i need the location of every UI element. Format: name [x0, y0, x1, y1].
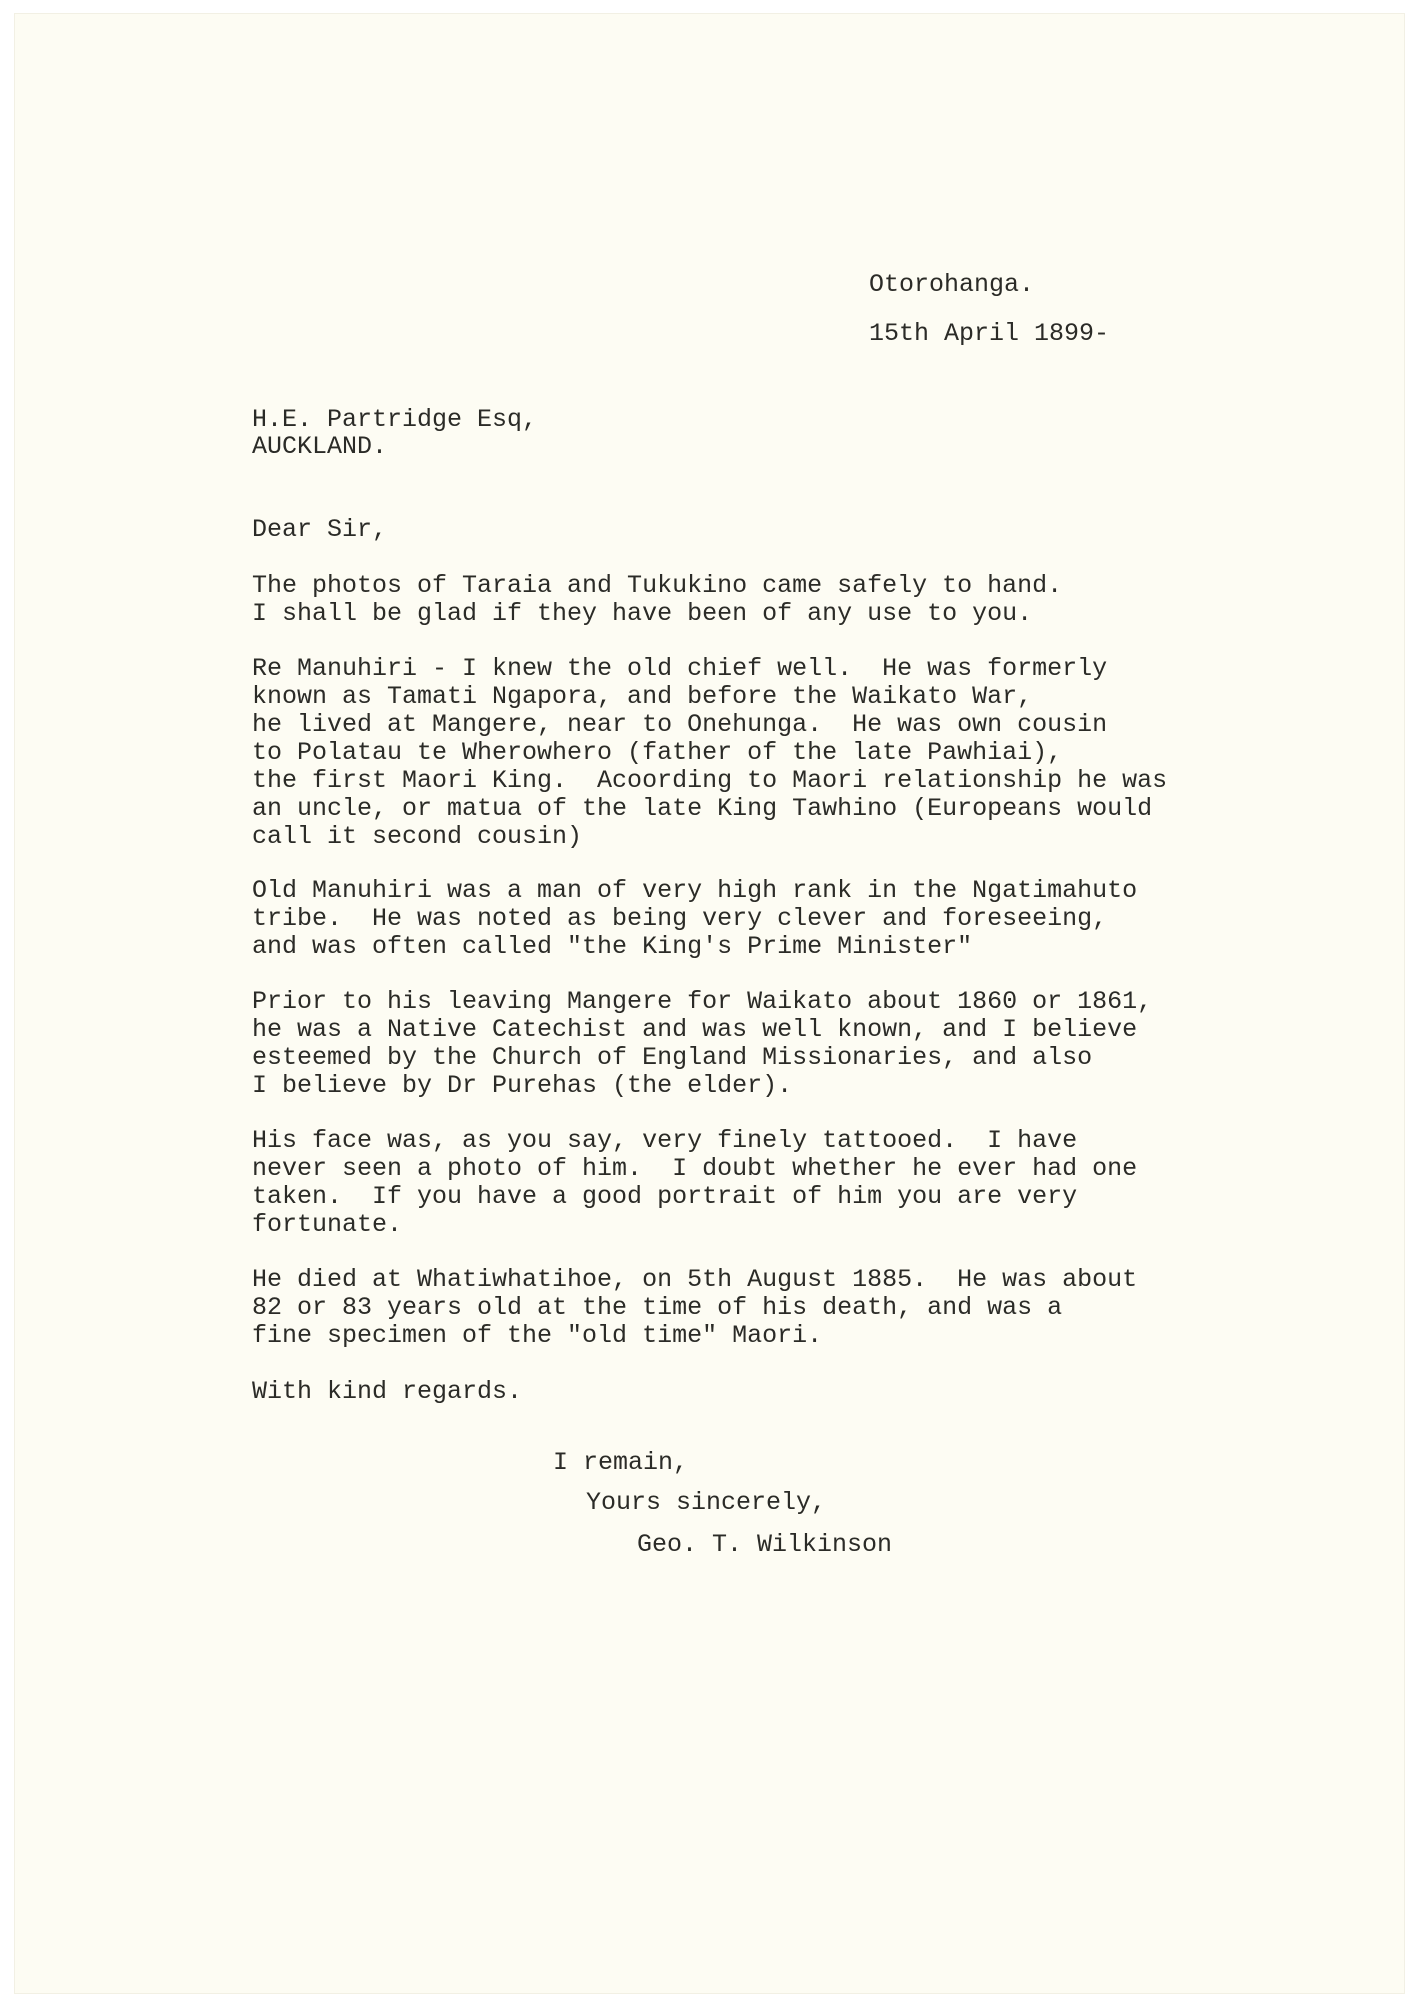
body-paragraph: His face was, as you say, very finely tattooed. I have never seen a photo of him. I doubt whether he ever had one taken. If you have a good portrait of him you are very fortunate.	[252, 1126, 1138, 1239]
body-paragraph: Re Manuhiri - I knew the old chief well. He was formerly known as Tamati Ngapora, and before the Waikato War, he lived at Mangere, near to Onehunga. He was own cousin to Polatau te Wherowhero (father of the late Pawhiai), the first Maori King. Acoording to Maori relationship he was an uncle, or matua of the late King Tawhino (Europeans would call it second cousin)	[252, 654, 1168, 851]
body-paragraph: Prior to his leaving Mangere for Waikato about 1860 or 1861, he was a Native Catechist and was well known, and I believe esteemed by the Church of England Missionaries, and also I believe by Dr Purehas (the elder).	[252, 987, 1153, 1100]
body-paragraph: The photos of Taraia and Tukukino came safely to hand. I shall be glad if they have been of any use to you.	[252, 571, 1063, 628]
letter-page	[14, 13, 1405, 1994]
closing-line: With kind regards.	[252, 1377, 523, 1406]
body-paragraph: Old Manuhiri was a man of very high rank in the Ngatimahuto tribe. He was noted as being very clever and foreseeing, and was often called "the King's Prime Minister"	[252, 876, 1138, 961]
addressee-city: AUCKLAND.	[252, 432, 388, 461]
sign-off-yours: Yours sincerely,	[586, 1488, 827, 1517]
body-paragraph: He died at Whatiwhatihoe, on 5th August 1885. He was about 82 or 83 years old at the time of his death, and was a fine specimen of the "old time" Maori.	[252, 1265, 1138, 1350]
signature-name: Geo. T. Wilkinson	[637, 1530, 893, 1559]
salutation: Dear Sir,	[252, 515, 388, 544]
sign-off-remain: I remain,	[553, 1448, 689, 1477]
letter-place: Otorohanga.	[869, 270, 1035, 299]
addressee-name: H.E. Partridge Esq,	[252, 405, 538, 434]
letter-date: 15th April 1899-	[869, 319, 1110, 348]
